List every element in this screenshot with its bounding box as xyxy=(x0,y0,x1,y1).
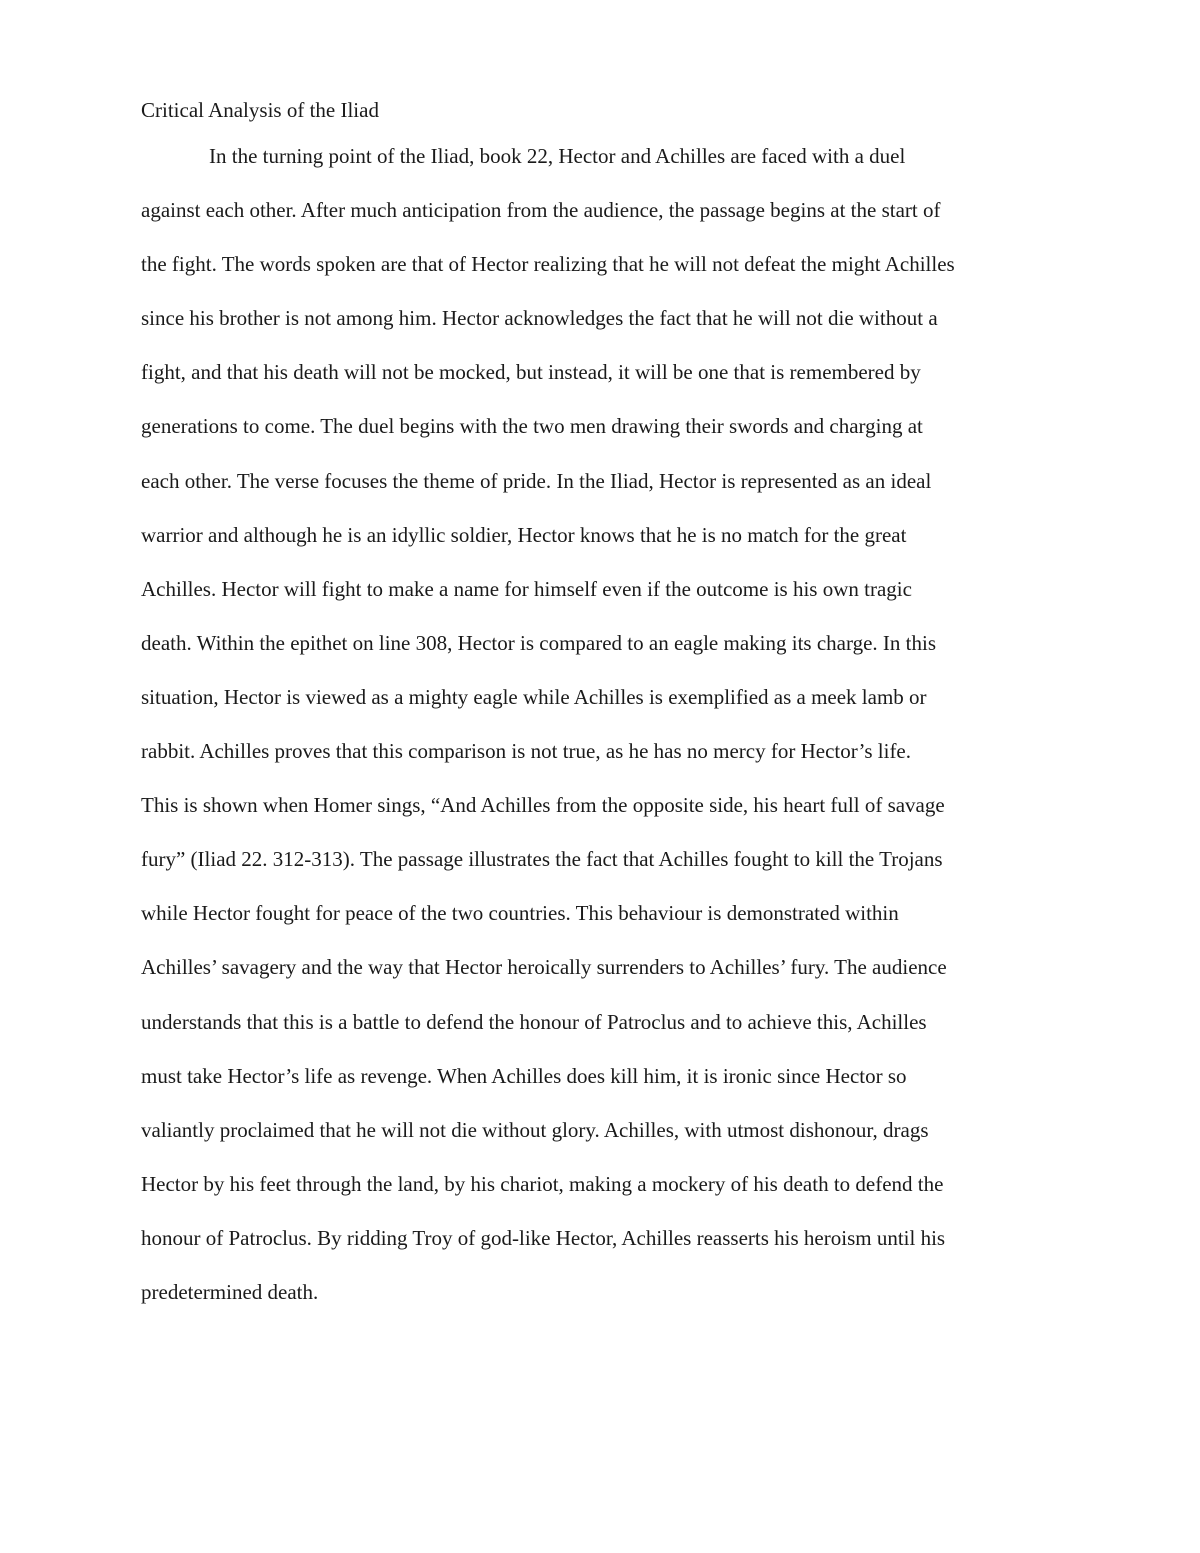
paragraph-line: Achilles’ savagery and the way that Hector heroically surrenders to Achilles’ fury. The audience xyxy=(141,955,947,980)
paragraph-line: warrior and although he is an idyllic soldier, Hector knows that he is no match for the great xyxy=(141,522,907,547)
paragraph-line: fury” (Iliad 22. 312-313). The passage illustrates the fact that Achilles fought to kill the Trojans xyxy=(141,847,943,872)
paragraph-line: death. Within the epithet on line 308, Hector is compared to an eagle making its charge. In this xyxy=(141,630,936,655)
paragraph-line: must take Hector’s life as revenge. When Achilles does kill him, it is ironic since Hector so xyxy=(141,1063,907,1088)
paragraph-line: against each other. After much anticipation from the audience, the passage begins at the start of xyxy=(141,198,941,223)
paragraph-line: the fight. The words spoken are that of Hector realizing that he will not defeat the might Achilles xyxy=(141,252,955,277)
paragraph-line: fight, and that his death will not be mocked, but instead, it will be one that is remembered by xyxy=(141,360,921,385)
paragraph-line: since his brother is not among him. Hector acknowledges the fact that he will not die without a xyxy=(141,306,938,331)
paragraph-line: generations to come. The duel begins with the two men drawing their swords and charging at xyxy=(141,414,923,439)
paragraph-line: honour of Patroclus. By ridding Troy of god-like Hector, Achilles reasserts his heroism until his xyxy=(141,1225,946,1250)
essay-paragraph xyxy=(141,143,1081,1333)
paragraph-line: This is shown when Homer sings, “And Achilles from the opposite side, his heart full of savage xyxy=(141,793,945,818)
paragraph-line: valiantly proclaimed that he will not die without glory. Achilles, with utmost dishonour, drags xyxy=(141,1117,929,1142)
paragraph-line: while Hector fought for peace of the two countries. This behaviour is demonstrated within xyxy=(141,901,899,926)
document-title: Critical Analysis of the Iliad xyxy=(141,98,379,122)
paragraph-line: rabbit. Achilles proves that this comparison is not true, as he has no mercy for Hector’s life. xyxy=(141,739,912,764)
paragraph-line: each other. The verse focuses the theme of pride. In the Iliad, Hector is represented as an ideal xyxy=(141,468,932,493)
paragraph-line: Hector by his feet through the land, by his chariot, making a mockery of his death to defend the xyxy=(141,1171,944,1196)
paragraph-line: understands that this is a battle to defend the honour of Patroclus and to achieve this, Achilles xyxy=(141,1009,927,1034)
paragraph-line: In the turning point of the Iliad, book 22, Hector and Achilles are faced with a duel xyxy=(209,144,906,168)
paragraph-line: Achilles. Hector will fight to make a name for himself even if the outcome is his own tragic xyxy=(141,576,912,601)
paragraph-line: situation, Hector is viewed as a mighty eagle while Achilles is exemplified as a meek lamb or xyxy=(141,684,927,709)
paragraph-line: predetermined death. xyxy=(141,1279,319,1304)
